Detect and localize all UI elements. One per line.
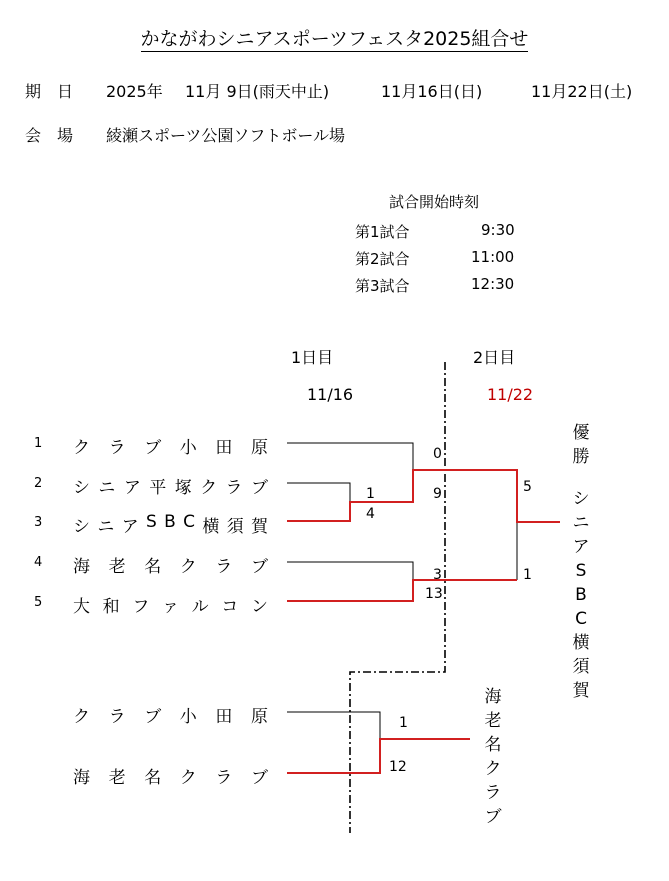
champion-label: 優 勝 [572, 423, 590, 467]
date-year: 2025年 [106, 82, 163, 101]
team-3-name: シ ニ ア S B C 横 須 賀 [73, 512, 268, 537]
day2-date: 11/22 [487, 385, 534, 404]
date-1: 11月 9日(雨天中止) [185, 82, 330, 101]
score-final-bottom: 1 [523, 567, 532, 583]
team-1-name: ク ラ ブ 小 田 原 [73, 438, 268, 458]
game-3-time: 12:30 [471, 275, 515, 293]
champion-name: シ ニ ア S B C 横 須 賀 [572, 489, 590, 701]
seed-2: 2 [34, 476, 43, 491]
line-team1 [287, 443, 413, 470]
game-1-label: 第1試合 [355, 223, 410, 241]
score-cons-bottom: 12 [389, 759, 407, 775]
venue-label: 会 場 [25, 126, 74, 145]
consolation-winner: 海 老 名 ク ラ ブ [484, 687, 502, 827]
game-2-time: 11:00 [471, 248, 515, 266]
score-r1b-bottom: 13 [425, 586, 443, 602]
line-team5-win [287, 580, 517, 601]
seed-3: 3 [34, 515, 43, 530]
seed-1: 1 [34, 436, 43, 451]
game-3-label: 第3試合 [355, 277, 410, 295]
score-cons-top: 1 [399, 715, 408, 731]
game-2-label: 第2試合 [355, 250, 410, 268]
team-2-name: シ ニ ア 平 塚 ク ラ ブ [73, 478, 268, 498]
seed-4: 4 [34, 555, 43, 570]
team-4-name: 海 老 名 ク ラ ブ [73, 557, 268, 577]
line-cons-team1 [287, 712, 380, 739]
day1-label: 1日目 [291, 348, 334, 367]
line-team2 [287, 483, 350, 502]
score-sf-top: 0 [433, 446, 442, 462]
score-r1b-top: 3 [433, 567, 442, 583]
score-final-top: 5 [523, 479, 532, 495]
team-5-name: 大 和 フ ァ ル コ ン [73, 597, 268, 617]
score-r1a-bottom: 4 [366, 506, 375, 522]
day2-label: 2日目 [473, 348, 516, 367]
cons-team-2-name: 海 老 名 ク ラ ブ [73, 768, 268, 788]
date-label: 期 日 [25, 82, 74, 101]
line-cons-team4-win [287, 739, 470, 773]
title-text: かながわシニアスポーツフェスタ2025組合せ [140, 28, 529, 50]
venue-name: 綾瀬スポーツ公園ソフトボール場 [106, 126, 346, 145]
start-times-heading: 試合開始時刻 [389, 193, 480, 211]
date-3: 11月22日(土) [531, 82, 633, 101]
line-team3-win [287, 470, 560, 522]
date-2: 11月16日(日) [381, 82, 483, 101]
day1-date: 11/16 [307, 385, 354, 404]
score-r1a-top: 1 [366, 486, 375, 502]
line-team4 [287, 562, 413, 580]
cons-team-1-name: ク ラ ブ 小 田 原 [73, 707, 268, 727]
seed-5: 5 [34, 595, 43, 610]
score-sf-bottom: 9 [433, 486, 442, 502]
game-1-time: 9:30 [481, 221, 515, 239]
